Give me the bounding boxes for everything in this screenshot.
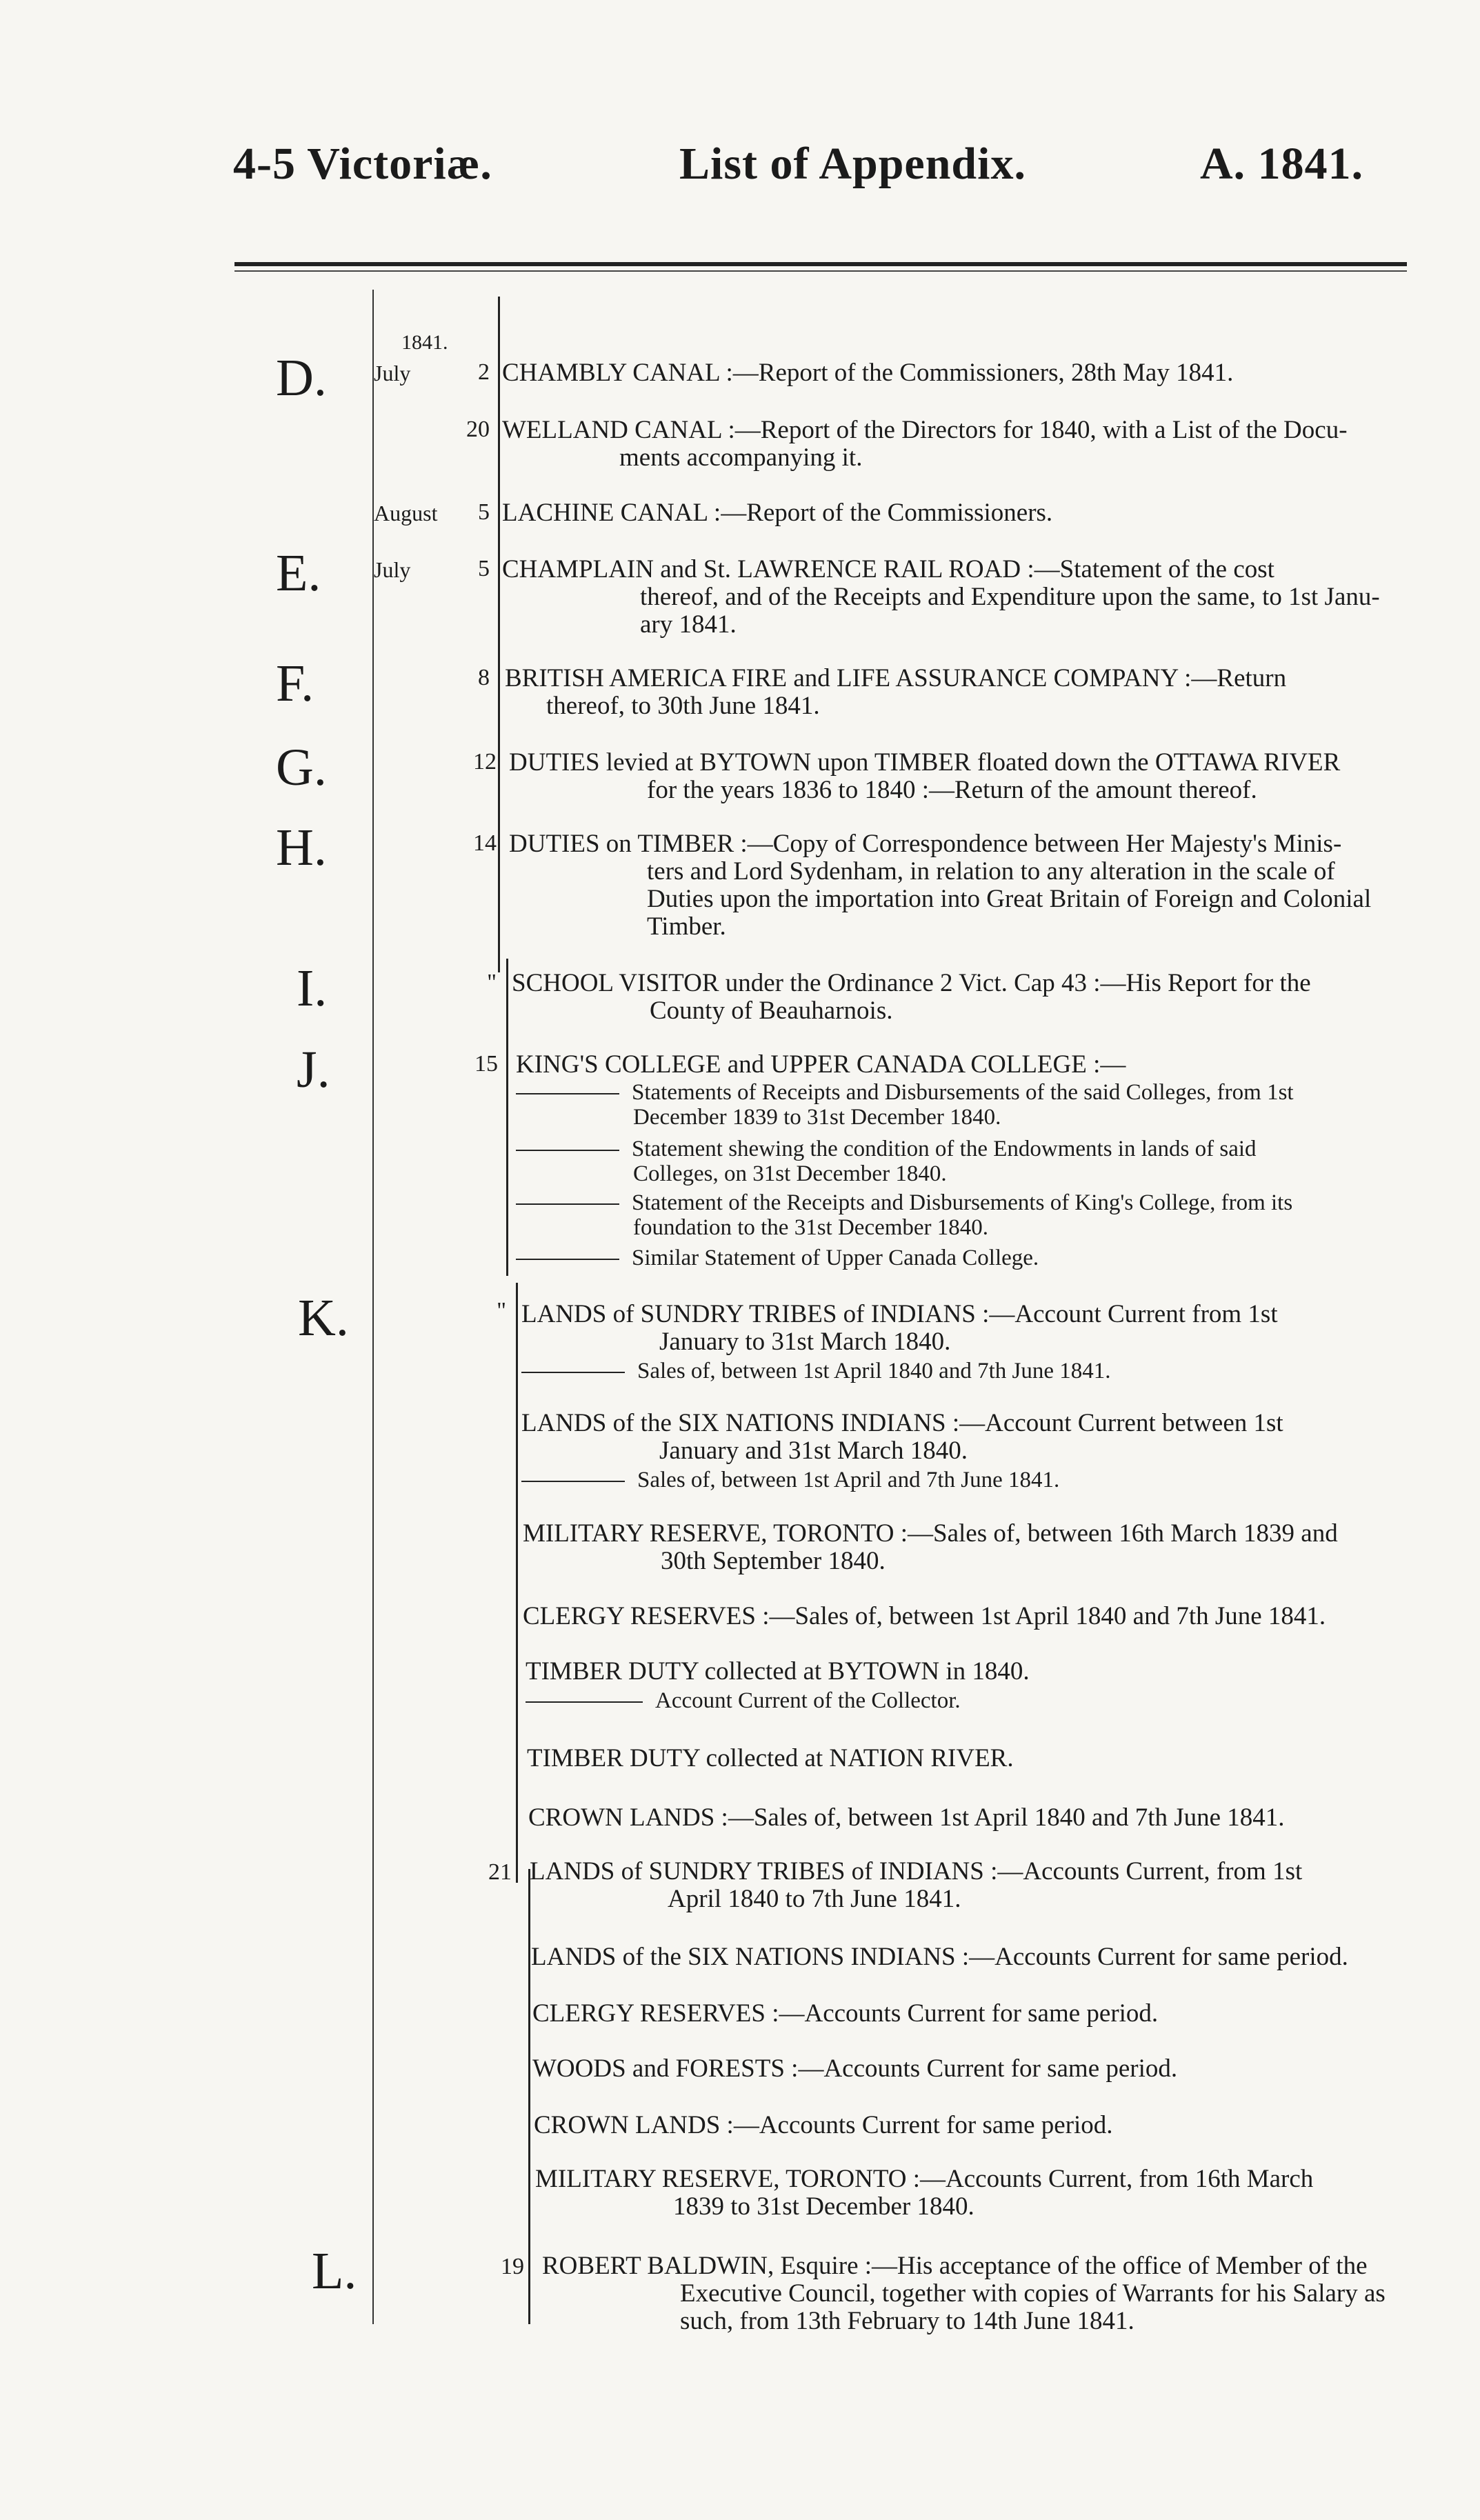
entry-text bbox=[502, 359, 1233, 387]
entry-title: CHAMBLY CANAL :—Report of the Commissioners, 28th May 1841. bbox=[502, 359, 1234, 387]
entry-text bbox=[502, 499, 1052, 527]
header-rule-thin bbox=[234, 270, 1407, 272]
entry-text bbox=[526, 1658, 1030, 1686]
sub-entry bbox=[521, 1359, 1111, 1383]
entry-text bbox=[528, 1804, 1285, 1832]
entry-continuation: County of Beauharnois. bbox=[650, 997, 893, 1025]
entry-title: WOODS and FORESTS :—Accounts Current for same period. bbox=[532, 2054, 1178, 2083]
appendix-letter: G. bbox=[276, 739, 327, 797]
entry-text bbox=[509, 749, 1340, 804]
entry-title: LANDS of the SIX NATIONS INDIANS :—Account Current between 1st bbox=[521, 1409, 1283, 1437]
sub-entry-continuation: December 1839 to 31st December 1840. bbox=[633, 1105, 1001, 1130]
entry-title: LANDS of the SIX NATIONS INDIANS :—Accounts Current for same period. bbox=[531, 1943, 1348, 1971]
ditto-dash bbox=[516, 1259, 619, 1260]
entry-continuation: 1839 to 31st December 1840. bbox=[673, 2192, 974, 2221]
entry-text bbox=[523, 1603, 1326, 1630]
entry-day: 21 bbox=[488, 1859, 512, 1885]
ditto-dash bbox=[516, 1093, 619, 1094]
entry-day: 5 bbox=[478, 556, 490, 581]
sub-entry-title: Similar Statement of Upper Canada College. bbox=[632, 1246, 1039, 1270]
entry-continuation: Timber. bbox=[647, 912, 726, 941]
entry-title: TIMBER DUTY collected at BYTOWN in 1840. bbox=[526, 1657, 1030, 1686]
entry-text bbox=[521, 1301, 1278, 1356]
entry-title: KING'S COLLEGE and UPPER CANADA COLLEGE :— bbox=[516, 1050, 1126, 1079]
sub-entry-title: Statement of the Receipts and Disbursements of King's College, from its bbox=[632, 1190, 1293, 1215]
sub-entry-continuation: foundation to the 31st December 1840. bbox=[633, 1215, 989, 1240]
appendix-letter: K. bbox=[298, 1289, 349, 1347]
entry-text bbox=[502, 417, 1348, 472]
appendix-letter: J. bbox=[297, 1041, 330, 1099]
entry-month: July bbox=[374, 557, 411, 582]
entry-text bbox=[521, 1410, 1283, 1465]
sub-entry bbox=[516, 1190, 1292, 1240]
header-title: List of Appendix. bbox=[679, 139, 1026, 189]
entry-column-rule-3 bbox=[516, 1283, 518, 1883]
entry-column-rule-2 bbox=[506, 959, 508, 1276]
entry-continuation: ters and Lord Sydenham, in relation to any alteration in the scale of bbox=[647, 857, 1335, 886]
sub-entry bbox=[516, 1137, 1257, 1186]
entry-month: July bbox=[374, 361, 411, 386]
entry-text bbox=[516, 1051, 1126, 1079]
appendix-letter: L. bbox=[312, 2242, 357, 2300]
entry-day: 2 bbox=[478, 359, 490, 385]
entry-title: CLERGY RESERVES :—Sales of, between 1st April 1840 and 7th June 1841. bbox=[523, 1602, 1326, 1630]
entry-continuation: thereof, to 30th June 1841. bbox=[546, 692, 820, 720]
ditto-dash bbox=[516, 1150, 619, 1151]
entry-continuation: ments accompanying it. bbox=[619, 443, 863, 472]
entry-continuation: Duties upon the importation into Great Britain of Foreign and Colonial bbox=[647, 885, 1372, 913]
entry-day: 12 bbox=[473, 749, 497, 774]
entry-title: MILITARY RESERVE, TORONTO :—Accounts Current, from 16th March bbox=[535, 2165, 1314, 2193]
sub-entry-title: Account Current of the Collector. bbox=[655, 1688, 961, 1713]
entry-text bbox=[502, 556, 1380, 639]
entry-continuation: 30th September 1840. bbox=[661, 1547, 886, 1575]
entry-title: WELLAND CANAL :—Report of the Directors for 1840, with a List of the Docu- bbox=[502, 416, 1348, 444]
appendix-letter: D. bbox=[276, 349, 327, 407]
entry-column-rule-4 bbox=[528, 1869, 530, 2324]
sub-entry-title: Sales of, between 1st April 1840 and 7th June 1841. bbox=[637, 1359, 1111, 1383]
entry-day: 19 bbox=[501, 2254, 524, 2279]
entry-continuation: January to 31st March 1840. bbox=[659, 1328, 951, 1356]
entry-title: BRITISH AMERICA FIRE and LIFE ASSURANCE COMPANY :—Return bbox=[505, 664, 1287, 692]
entry-title: LANDS of SUNDRY TRIBES of INDIANS :—Account Current from 1st bbox=[521, 1300, 1278, 1328]
entry-text bbox=[523, 1520, 1338, 1575]
sub-entry-title: Statement shewing the condition of the Endowments in lands of said bbox=[632, 1137, 1257, 1161]
entry-title: DUTIES on TIMBER :—Copy of Correspondence between Her Majesty's Minis- bbox=[509, 830, 1342, 858]
entry-text bbox=[531, 1943, 1348, 1971]
appendix-letter: F. bbox=[276, 654, 314, 712]
sub-entry-title: Sales of, between 1st April and 7th June 1841. bbox=[637, 1468, 1060, 1492]
appendix-letter: E. bbox=[276, 544, 321, 602]
entry-continuation: for the years 1836 to 1840 :—Return of the amount thereof. bbox=[647, 776, 1257, 804]
date-column-rule bbox=[372, 290, 374, 2324]
entry-title: CROWN LANDS :—Sales of, between 1st April 1840 and 7th June 1841. bbox=[528, 1803, 1285, 1832]
entry-title: SCHOOL VISITOR under the Ordinance 2 Vict. Cap 43 :—His Report for the bbox=[512, 969, 1311, 997]
entry-day: 15 bbox=[474, 1051, 498, 1077]
entry-day: 8 bbox=[478, 665, 490, 690]
appendix-letter: I. bbox=[297, 959, 328, 1017]
entry-title: DUTIES levied at BYTOWN upon TIMBER floated down the OTTAWA RIVER bbox=[509, 748, 1341, 777]
entry-month: August bbox=[374, 501, 438, 526]
header-rule-thick bbox=[234, 262, 1407, 266]
entry-text bbox=[532, 2000, 1158, 2028]
sub-entry bbox=[526, 1688, 961, 1713]
header-session: 4-5 Victoriæ. bbox=[233, 139, 492, 189]
appendix-letter: H. bbox=[276, 819, 327, 877]
entry-day: " bbox=[487, 970, 497, 995]
sub-entry-title: Statements of Receipts and Disbursements of the said Colleges, from 1st bbox=[632, 1080, 1294, 1105]
entry-continuation: such, from 13th February to 14th June 1841. bbox=[680, 2307, 1134, 2335]
entry-title: MILITARY RESERVE, TORONTO :—Sales of, between 16th March 1839 and bbox=[523, 1519, 1338, 1548]
entry-text bbox=[509, 830, 1371, 941]
ditto-dash bbox=[516, 1203, 619, 1205]
entry-title: LACHINE CANAL :—Report of the Commissioners. bbox=[502, 499, 1053, 527]
entry-text bbox=[532, 2055, 1177, 2083]
entry-continuation: Executive Council, together with copies of Warrants for his Salary as bbox=[680, 2279, 1386, 2308]
header-year: A. 1841. bbox=[1200, 139, 1364, 189]
sub-entry bbox=[521, 1468, 1059, 1492]
entry-continuation: ary 1841. bbox=[640, 610, 737, 639]
ditto-dash bbox=[521, 1481, 625, 1482]
entry-text bbox=[535, 2166, 1313, 2221]
entry-title: LANDS of SUNDRY TRIBES of INDIANS :—Accounts Current, from 1st bbox=[530, 1857, 1303, 1886]
entry-text bbox=[530, 1858, 1302, 1913]
entry-title: TIMBER DUTY collected at NATION RIVER. bbox=[527, 1744, 1014, 1772]
entry-day: 5 bbox=[478, 499, 490, 525]
entry-day: " bbox=[497, 1298, 506, 1323]
entry-continuation: thereof, and of the Receipts and Expenditure upon the same, to 1st Janu- bbox=[640, 583, 1380, 611]
ditto-dash bbox=[526, 1701, 643, 1703]
entry-column-rule-1 bbox=[498, 297, 500, 972]
entry-title: CHAMPLAIN and St. LAWRENCE RAIL ROAD :—Statement of the cost bbox=[502, 555, 1274, 583]
sub-entry-continuation: Colleges, on 31st December 1840. bbox=[633, 1161, 947, 1186]
entry-text bbox=[542, 2252, 1386, 2335]
entry-title: CROWN LANDS :—Accounts Current for same period. bbox=[534, 2111, 1113, 2139]
sub-entry bbox=[516, 1080, 1294, 1130]
entry-day: 14 bbox=[473, 830, 497, 856]
sub-entry bbox=[516, 1246, 1039, 1270]
entry-continuation: April 1840 to 7th June 1841. bbox=[668, 1885, 961, 1913]
entry-day: 20 bbox=[466, 417, 490, 442]
entry-title: ROBERT BALDWIN, Esquire :—His acceptance of the office of Member of the bbox=[542, 2252, 1368, 2280]
entry-continuation: January and 31st March 1840. bbox=[659, 1437, 968, 1465]
ditto-dash bbox=[521, 1372, 625, 1373]
entry-text bbox=[527, 1745, 1014, 1772]
entry-text bbox=[512, 970, 1311, 1025]
year-label: 1841. bbox=[401, 331, 448, 354]
entry-text bbox=[505, 665, 1286, 720]
entry-text bbox=[534, 2112, 1113, 2139]
entry-title: CLERGY RESERVES :—Accounts Current for same period. bbox=[532, 1999, 1159, 2028]
